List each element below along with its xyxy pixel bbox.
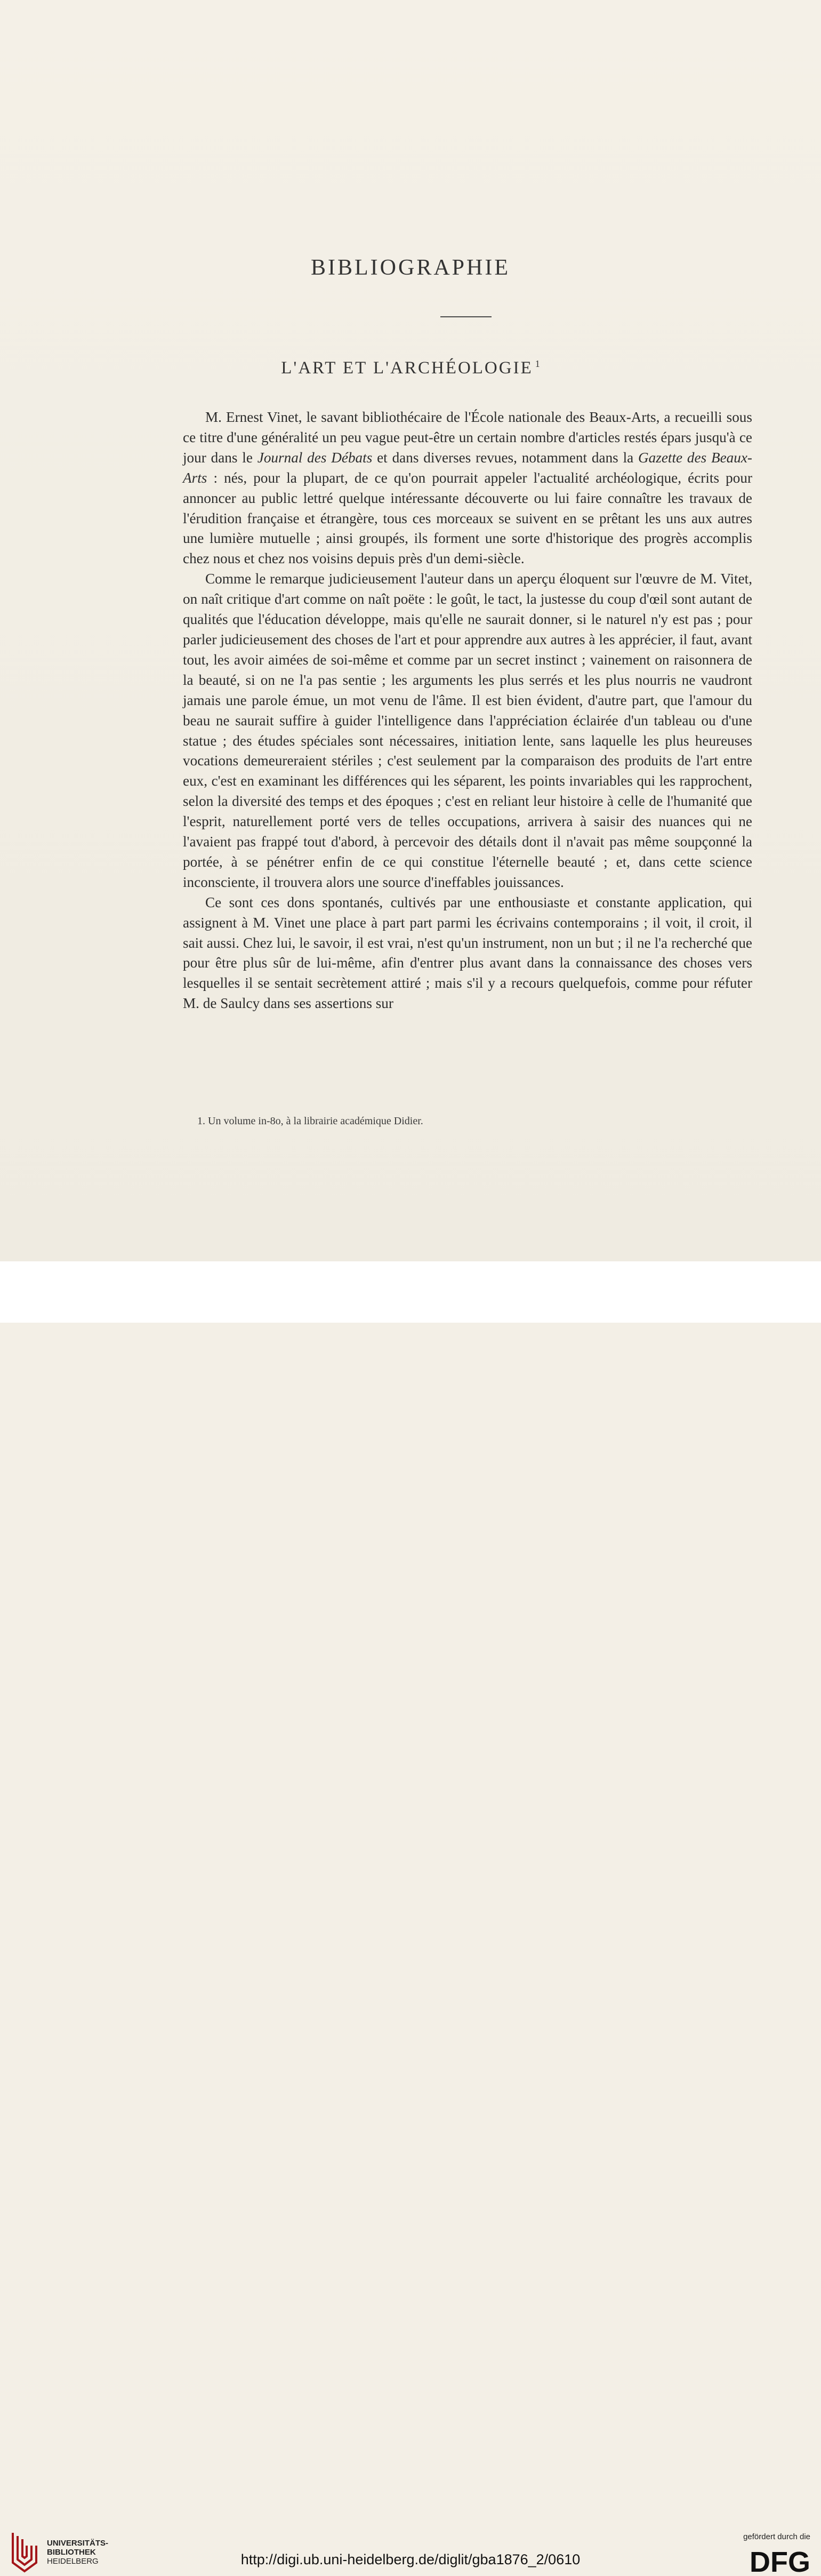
dfg-logo-text: DFG xyxy=(750,2546,810,2576)
library-name-line2: BIBLIOTHEK xyxy=(47,2548,96,2557)
page-heading: BIBLIOGRAPHIE xyxy=(311,255,510,280)
scanned-page xyxy=(0,0,821,1261)
paragraph xyxy=(183,407,752,569)
dfg-logo-icon xyxy=(733,2544,810,2576)
section-title-text: L'ART ET L'ARCHÉOLOGIE xyxy=(281,358,533,378)
text-run: Comme le remarque judicieusement l'auteur dans un aperçu éloquent sur l'œuvre de M. Vitet, on naît critique d'art comme on naît poëte : le goût, le tact, la justesse du coup d'œil sont autant de qualités que l'éducation développe, mais qu'elle ne saurait donner, si le naturel n'y est pas ; pour parler judicieusement des choses de l'art et pour apprendre aux autres à les apprécier, il faut, avant tout, les avoir aimées de soi-même et comme par un secret instinct ; vainement on raisonnera de la beauté, si on ne l'a pas sentie ; les arguments les plus serrés et les plus nourris ne vaudront jamais une parole émue, un mot venu de l'âme. Il est bien évident, d'autre part, que l'amour du beau ne saurait suffire à guider l'intelligence dans l'appréciation éclairée d'un tableau ou d'une statue ; des études spéciales sont nécessaires, initiation lente, sans laquelle les plus heureuses vocations demeureraient stériles ; c'est seulement par la comparaison des produits de l'art entre eux, c'est en examinant les différences qui les séparent, les points invariables qui les rapprochent, selon la diversité des temps et des époques ; c'est en reliant leur histoire à celle de l'humanité que l'esprit, naturellement porté vers de telles occupations, arrivera à saisir des nuances qui ne l'avaient pas frappé tout d'abord, à percevoir des détails dont il n'avait pas même soupçonné la portée, à se pénétrer enfin de ce qui constitue l'éternelle beauté ; et, dans cette science inconsciente, il trouvera alors une source d'ineffables jouissances. xyxy=(183,571,752,890)
footnote-ref: 1 xyxy=(535,358,540,369)
paragraph xyxy=(183,569,752,893)
library-name-line1: UNIVERSITÄTS- xyxy=(47,2539,109,2548)
library-name-line3: HEIDELBERG xyxy=(47,2557,99,2566)
source-url-link[interactable]: http://digi.ub.uni-heidelberg.de/diglit/gba1876_2/0610 xyxy=(240,2551,581,2567)
funding-caption: gefördert durch die xyxy=(743,2532,810,2541)
text-run: Ce sont ces dons spontanés, cultivés par une enthousiaste et constante application, qui assignent à M. Vinet une place à part part parmi les écrivains contemporains ; il voit, il croit, il sait aussi. Chez lui, le savoir, il est vrai, n'est qu'un instrument, non un but ; il ne l'a recherché que pour être plus sûr de lui-même, afin d'entrer plus avant dans la connaissance des choses vers lesquelles il se sentait secrètement attiré ; mais s'il y a recours quelquefois, comme pour réfuter M. de Saulcy dans ses assertions sur xyxy=(183,894,752,1012)
footer-bar xyxy=(0,1261,821,2576)
text-run: : nés, pour la plupart, de ce qu'on pourrait appeler l'actualité archéologique, écrits pour annoncer au public lettré quelque intéressante découverte ou lui faire connaître les travaux de l'érudition française et étrangère, tous ces morceaux se suivent en se prêtant les uns aux autres une lumière mutuelle ; ainsi groupés, ils forment une sorte d'historique des progrès accomplis chez nous et chez nos voisins depuis près d'un demi-siècle. xyxy=(183,469,752,567)
text-run: M. Ernest Vinet, le savant bibliothécaire de l'École nationale des Beaux-Arts, a recueilli sous ce titre d'une généralité un peu vague peut-être un certain nombre d'articles restés épars jusqu'à ce jour dans le xyxy=(183,409,752,466)
text-run: et dans diverses revues, notamment dans la xyxy=(372,449,639,466)
section-title xyxy=(0,358,821,378)
italic-title: Gazette des Beaux-Arts xyxy=(183,449,752,486)
article-body xyxy=(183,407,752,1014)
heading-rule xyxy=(440,316,492,317)
footnote: 1. Un volume in-8o, à la librairie académique Didier. xyxy=(197,1115,423,1127)
italic-title: Journal des Débats xyxy=(257,449,373,466)
paragraph xyxy=(183,893,752,1014)
